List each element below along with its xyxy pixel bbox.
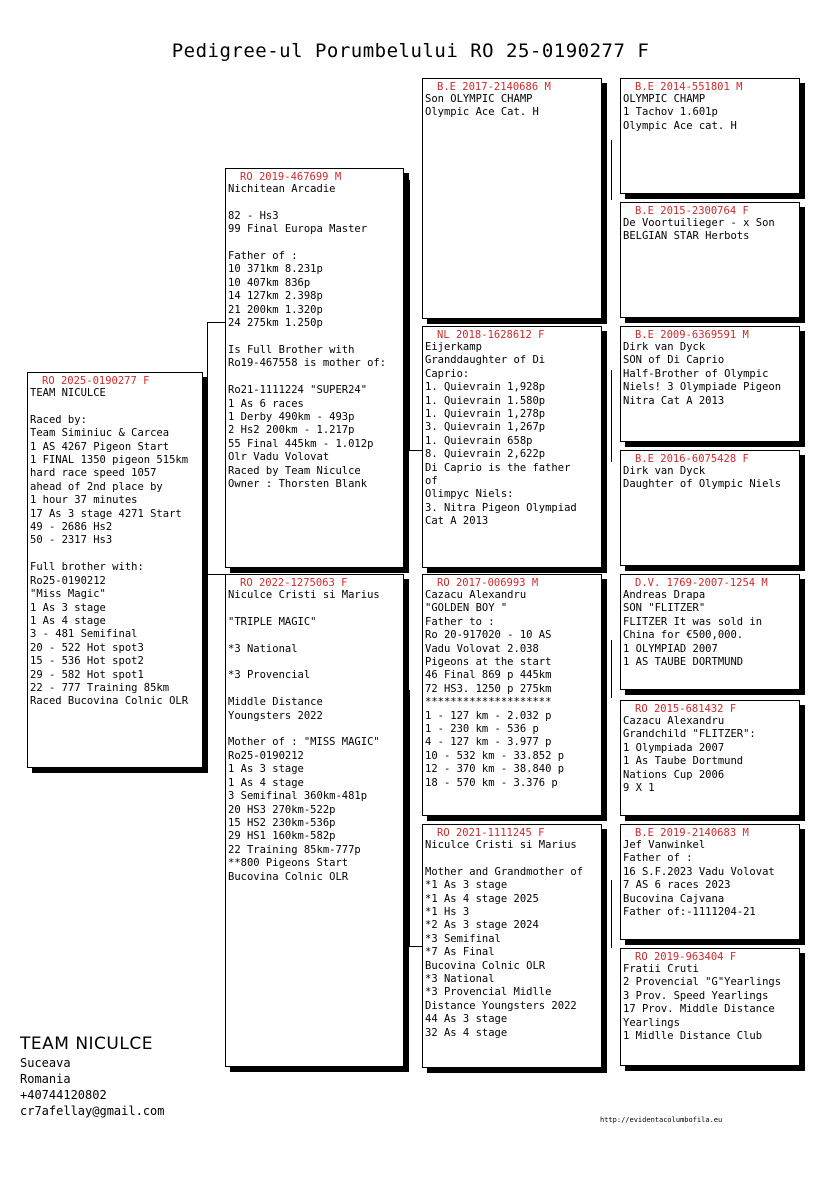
- page-title: Pedigree-ul Porumbelului RO 25-0190277 F: [171, 40, 650, 62]
- pigeon-notes: Dirk van Dyck SON of Di Caprio Half-Brother of Olympic Niels! 3 Olympiade Pigeon Nitra Cat A 2013: [623, 341, 782, 407]
- ring-number: B.E 2019-2140683 M: [635, 827, 749, 839]
- pigeon-card-sire: [225, 168, 404, 568]
- pigeon-card-sss: [620, 78, 800, 194]
- ring-number: NL 2018-1628612 F: [437, 329, 545, 341]
- ring-number: RO 2017-006993 M: [437, 577, 539, 589]
- pigeon-notes: Dirk van Dyck Daughter of Olympic Niels: [623, 465, 782, 491]
- pigeon-card-sds: [620, 326, 800, 442]
- breeder-email: cr7afellay@gmail.com: [20, 1104, 165, 1118]
- website-url: http://evidentacolumbofila.eu: [600, 1116, 723, 1124]
- pigeon-notes: Jef Vanwinkel Father of : 16 S.F.2023 Vadu Volovat 7 AS 6 races 2023 Bucovina Cajvana Father of:-1111204-21: [623, 839, 775, 919]
- connector-line: [611, 880, 612, 948]
- connector-line: [611, 640, 612, 698]
- pigeon-card-dam: [225, 574, 404, 1067]
- pigeon-card-ddd: [620, 948, 800, 1066]
- connector-line: [207, 322, 225, 323]
- ring-number: RO 2019-963404 F: [635, 951, 737, 963]
- breeder-name: TEAM NICULCE: [20, 1034, 153, 1054]
- pigeon-card-dsd: [620, 700, 800, 816]
- ring-number: D.V. 1769-2007-1254 M: [635, 577, 768, 589]
- ring-number: RO 2021-1111245 F: [437, 827, 545, 839]
- pigeon-notes: Cazacu Alexandru Grandchild "FLITZER": 1 Olympiada 2007 1 As Taube Dortmund Nations Cup 2006 9 X 1: [623, 715, 756, 795]
- connector-line: [409, 946, 422, 947]
- ring-number: B.E 2015-2300764 F: [635, 205, 749, 217]
- ring-number: RO 2015-681432 F: [635, 703, 737, 715]
- pigeon-notes: Eijerkamp Granddaughter of Di Caprio: 1. Quievrain 1,928p 1. Quievrain 1.580p 1. Quievrain 1,278p 3. Quievrain 1,267p 1. Quievrain 658p 8. Quievrain 2,622p Di Caprio is the father of Olimpyc Niels: 3. Nitra Pigeon Olympiad Cat A 2013: [425, 341, 577, 528]
- ring-number: B.E 2014-551801 M: [635, 81, 743, 93]
- pigeon-card-dam-dam: [422, 824, 602, 1068]
- pigeon-notes: OLYMPIC CHAMP 1 Tachov 1.601p Olympic Ace cat. H: [623, 93, 737, 132]
- pigeon-notes: TEAM NICULCE Raced by: Team Siminiuc & Carcea 1 AS 4267 Pigeon Start 1 FINAL 1350 pigeon 515km hard race speed 1057 ahead of 2nd place by 1 hour 37 minutes 17 As 3 stage 4271 Start 49 - 2686 Hs2 50 - 2317 Hs3 Full brother with: Ro25-0190212 "Miss Magic" 1 As 3 stage 1 As 4 stage 3 - 481 Semifinal 20 - 522 Hot spot3 15 - 536 Hot spot2 29 - 582 Hot spot1 22 - 777 Training 85km Raced Bucovina Colnic OLR: [30, 387, 189, 708]
- pigeon-card-dam-sire: [422, 574, 602, 816]
- breeder-city: Suceava: [20, 1056, 71, 1070]
- pigeon-card-ssd: [620, 202, 800, 318]
- pigeon-notes: Niculce Cristi si Marius Mother and Grandmother of *1 As 3 stage *1 As 4 stage 2025 *1 Hs 3 *2 As 3 stage 2024 *3 Semifinal *7 As Final Bucovina Colnic OLR *3 National *3 Provencial Midlle Distance Youngsters 2022 44 As 3 stage 32 As 4 stage: [425, 839, 584, 1039]
- ring-number: RO 2025-0190277 F: [42, 375, 150, 387]
- breeder-phone: +40744120802: [20, 1088, 107, 1102]
- connector-line: [207, 322, 208, 574]
- pigeon-notes: Nichitean Arcadie 82 - Hs3 99 Final Europa Master Father of : 10 371km 8.231p 10 407km 836p 14 127km 2.398p 21 200km 1.320p 24 275km 1.250p Is Full Brother with Ro19-467558 is mother of: Ro21-1111224 "SUPER24" 1 As 6 races 1 Derby 490km - 493p 2 Hs2 200km - 1.217p 55 Final 445km - 1.012p Olr Vadu Volovat Raced by Team Niculce Owner : Thorsten Blank: [228, 183, 387, 490]
- breeder-country: Romania: [20, 1072, 71, 1086]
- ring-number: B.E 2017-2140686 M: [437, 81, 551, 93]
- connector-line: [409, 690, 410, 946]
- ring-number: RO 2019-467699 M: [240, 171, 342, 183]
- ring-number: RO 2022-1275063 F: [240, 577, 348, 589]
- pigeon-card-subject: [27, 372, 203, 768]
- connector-line: [207, 574, 225, 575]
- pigeon-card-sire-dam: [422, 326, 602, 568]
- pigeon-notes: Cazacu Alexandru "GOLDEN BOY " Father to : Ro 20-917020 - 10 AS Vadu Volovat 2.038 Pigeons at the start 46 Final 869 p 445km 72 HS3. 1250 p 275km ******************** 1 - 127 km - 2.032 p 1 - 230 km - 536 p 4 - 127 km - 3.977 p 10 - 532 km - 33.852 p 12 - 370 km - 38.840 p 18 - 570 km - 3.376 p: [425, 589, 565, 789]
- pigeon-notes: Son OLYMPIC CHAMP Olympic Ace Cat. H: [425, 93, 539, 119]
- connector-line: [409, 180, 410, 450]
- connector-line: [611, 370, 612, 462]
- pigeon-card-sdd: [620, 450, 800, 566]
- pigeon-notes: Niculce Cristi si Marius "TRIPLE MAGIC" *3 National *3 Provencial Middle Distance Youngsters 2022 Mother of : "MISS MAGIC" Ro25-0190212 1 As 3 stage 1 As 4 stage 3 Semifinal 360km-481p 20 HS3 270km-522p 15 HS2 230km-536p 29 HS1 160km-582p 22 Training 85km-777p **800 Pigeons Start Bucovina Colnic OLR: [228, 589, 380, 883]
- pigeon-card-sire-sire: [422, 78, 602, 319]
- pigeon-notes: Fratii Cruti 2 Provencial "G"Yearlings 3 Prov. Speed Yearlings 17 Prov. Middle Distance Yearlings 1 Midlle Distance Club: [623, 963, 782, 1043]
- pigeon-card-dss: [620, 574, 800, 690]
- breeder-contact: [20, 1033, 165, 1119]
- connector-line: [409, 450, 422, 451]
- connector-line: [611, 140, 612, 200]
- pigeon-notes: Andreas Drapa SON "FLITZER" FLITZER It was sold in China for €500,000. 1 OLYMPIAD 2007 1 AS TAUBE DORTMUND: [623, 589, 763, 669]
- ring-number: B.E 2009-6369591 M: [635, 329, 749, 341]
- ring-number: B.E 2016-6075428 F: [635, 453, 749, 465]
- pigeon-notes: De Voortuilieger - x Son BELGIAN STAR Herbots: [623, 217, 775, 243]
- pigeon-card-dds: [620, 824, 800, 940]
